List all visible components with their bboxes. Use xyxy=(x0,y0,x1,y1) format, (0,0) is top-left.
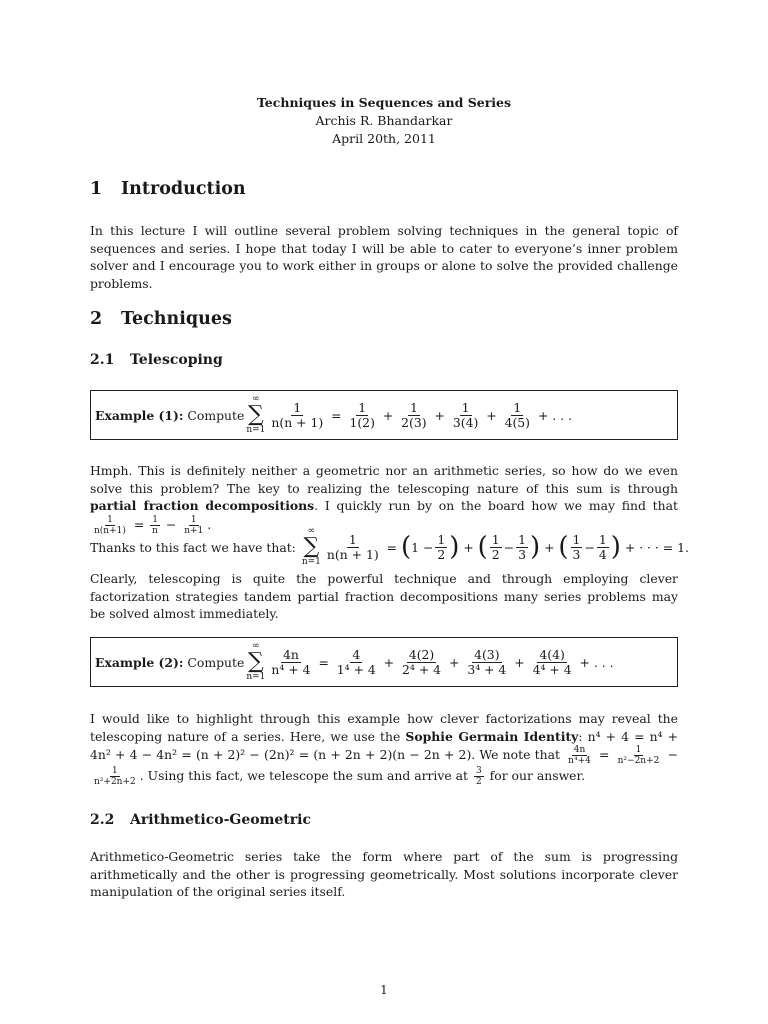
hmph-paragraph: Hmph. This is definitely neither a geometric nor an arithmetic series, so how do we even solve this problem? The key to realizing the telescoping nature of this sum is through partial fraction decompositions. I quickly run by on the board how we may find that $\frac{1}{n(n+1)}$ = $\frac{1}{n}$ − $\frac{1}{n+1}$ . xyxy=(90,463,678,536)
bold-term: partial fraction xyxy=(90,498,199,514)
series-tail: + . . . xyxy=(579,654,614,670)
clearly-text: Clearly, telescoping is quite the powerful technique and through employing clever factorization strategies tandem partial fraction decompositions many series problems may be solved almost immediately. xyxy=(90,571,678,622)
text-lead: Thanks to this fact we have that: xyxy=(90,539,296,555)
fraction: $\frac{4(2)}{\text{2⁴ + 4}}$ xyxy=(402,646,442,677)
bold-term: decompositions xyxy=(205,498,315,514)
intro-paragraph xyxy=(90,222,678,292)
clearly-paragraph xyxy=(90,570,678,623)
fraction: $\frac{1}{n(n+1)}$ xyxy=(94,514,126,536)
fraction: $\frac{1}{3(4)}$ xyxy=(452,399,479,430)
telescoping-result: Thanks to this fact we have that: ∞ ∑ n=1 $\frac{1}{n(n + 1)}$ = ( 1 − $\frac{1}{2}$ ) + ( $\frac{1}{2}$ − $\frac{1}{3}$ ) + ( $\frac{1}{3}$ − $\frac{1}{4}$ ) + · · · = 1. xyxy=(90,526,689,567)
doc-title: Techniques in Sequences and Series xyxy=(256,95,512,110)
fraction: $\frac{1}{n}$ xyxy=(152,514,158,536)
example-2-box: Example (2): Compute ∞ ∑ n=1 $\frac{4n}{\text{n⁴ + 4}}$ = $\frac{4}{\text{1⁴ + 4}}$ + $\frac{4(2)}{\text{2⁴ + 4}}$ + $\frac{4(3)}{\text{3⁴ + 4}}$ + $\frac{4(4)}{\text{4⁴ + 4}}$ + . . . xyxy=(90,637,678,687)
fraction: $\frac{1}{4(5)}$ xyxy=(504,399,531,430)
fraction: $\frac{3}{2}$ xyxy=(475,766,482,788)
subsection-number: 2.2 xyxy=(90,812,115,828)
example-verb: Compute xyxy=(187,407,245,423)
bold-term: Sophie Germain Identity xyxy=(405,728,579,744)
section-heading-introduction xyxy=(90,179,246,199)
subsection-heading-telescoping xyxy=(90,352,223,368)
highlight-paragraph: I would like to highlight through this example how clever factorizations may reveal the telescoping nature of a series. Here, we use the Sophie Germain Identity: n⁴ + 4 = n⁴ + 4n² + 4 − 4n² = (n + 2)² − (2n)² = (n + 2n + 2)(n − 2n + 2). We note that $\frac{4n}{\text{n⁴+4}}$ = $\frac{1}{\text{n²−2n+2}}$ − $\frac{1}{\text{n²+2n+2}}$ . Using this fact, we telescope the sum and arrive at $\frac{3}{2}$ for our answer. xyxy=(90,711,678,788)
fraction: $\frac{4n}{\text{n⁴+4}}$ xyxy=(568,745,591,767)
doc-author: Archis R. Bhandarkar xyxy=(315,113,453,128)
page-number: 1 xyxy=(380,983,388,997)
fraction: $\frac{4n}{\text{n⁴ + 4}}$ xyxy=(271,646,311,677)
arithmetico-paragraph xyxy=(90,848,678,901)
fraction: $\frac{1}{n(n + 1)}$ xyxy=(326,531,379,562)
section-number: 2 xyxy=(90,309,103,329)
text-line: : n⁴ + 4 = n⁴ + 4n² + 4 − 4n² = xyxy=(90,728,678,763)
fraction: $\frac{1}{1(2)}$ xyxy=(349,399,375,430)
series-tail: + · · · = 1. xyxy=(624,539,689,555)
series-tail: + . . . xyxy=(537,407,572,423)
fraction: $\frac{4(3)}{\text{3⁴ + 4}}$ xyxy=(467,646,507,677)
fraction: $\frac{1}{3}$ xyxy=(518,531,526,562)
example-label: Example (1): xyxy=(95,407,184,423)
example-verb: Compute xyxy=(187,654,245,670)
fraction: $\frac{1}{3}$ xyxy=(572,531,581,562)
text-line: this problem? The key to realizing the telescoping nature of this sum is through xyxy=(129,480,678,496)
fraction: $\frac{1}{n(n + 1)}$ xyxy=(271,399,324,430)
subsection-title: Telescoping xyxy=(130,352,223,368)
summation-symbol: ∞ ∑ n=1 xyxy=(246,641,266,682)
text-line: nature of a series. Here, we use the xyxy=(167,728,406,744)
fraction: $\frac{1}{2(3)}$ xyxy=(401,399,427,430)
fraction: $\frac{1}{\text{n²−2n+2}}$ xyxy=(617,745,660,767)
subsection-title: Arithmetico-Geometric xyxy=(130,812,311,828)
section-heading-techniques xyxy=(90,309,232,329)
fraction: $\frac{1}{\text{n²+2n+2}}$ xyxy=(94,766,136,788)
fraction: $\frac{1}{2}$ xyxy=(437,531,446,562)
text-line: Hmph. This is definitely neither a geometric nor an arithmetic series, so how do we even solve xyxy=(90,463,678,496)
summation-symbol: ∞ ∑ n=1 xyxy=(246,394,266,435)
section-number: 1 xyxy=(90,179,103,199)
text-line: . I quickly run by on the board how we may find that xyxy=(314,498,678,514)
example-label: Example (2): xyxy=(95,654,184,670)
arithmetico-text: Arithmetico-Geometric series take the form where part of the sum is progressing arithmetically and the other is progressing geometrically. Most solutions incorporate clever manipulation of the original series itself. xyxy=(90,849,678,900)
text-line: fact, we telescope the sum and arrive at xyxy=(215,768,472,784)
text-line: I would like to highlight through this example how clever factorizations may reveal the telescoping xyxy=(90,711,678,744)
section-title: Techniques xyxy=(121,309,232,329)
text-line: (n + 2)² − (2n)² = (n + 2n + 2)(n − 2n + 2). We note that xyxy=(195,747,565,763)
fraction: $\frac{1}{2}$ xyxy=(491,531,500,562)
fraction: $\frac{4(4)}{\text{4⁴ + 4}}$ xyxy=(532,646,572,677)
intro-text: In this lecture I will outline several problem solving techniques in the general topic of sequences and series. I hope that today I will be able to cater to everyone’s inner problem solver and I encourage you to work either in groups or alone to solve the provided challenge problems. xyxy=(90,223,678,291)
subsection-heading-arithmetico-geometric xyxy=(90,812,311,828)
section-title: Introduction xyxy=(121,179,246,199)
doc-date: April 20th, 2011 xyxy=(332,131,436,146)
fraction: $\frac{4}{\text{1⁴ + 4}}$ xyxy=(336,646,376,677)
fraction: $\frac{1}{4}$ xyxy=(598,531,607,562)
example-1-box: Example (1): Compute ∞ ∑ n=1 $\frac{1}{n(n + 1)}$ = $\frac{1}{1(2)}$ + $\frac{1}{2(3)}$ + $\frac{1}{3(4)}$ + $\frac{1}{4(5)}$ + . . . xyxy=(90,390,678,440)
subsection-number: 2.1 xyxy=(90,352,115,368)
summation-symbol: ∞ ∑ n=1 xyxy=(301,526,321,567)
fraction: $\frac{1}{n+1}$ xyxy=(184,514,204,536)
